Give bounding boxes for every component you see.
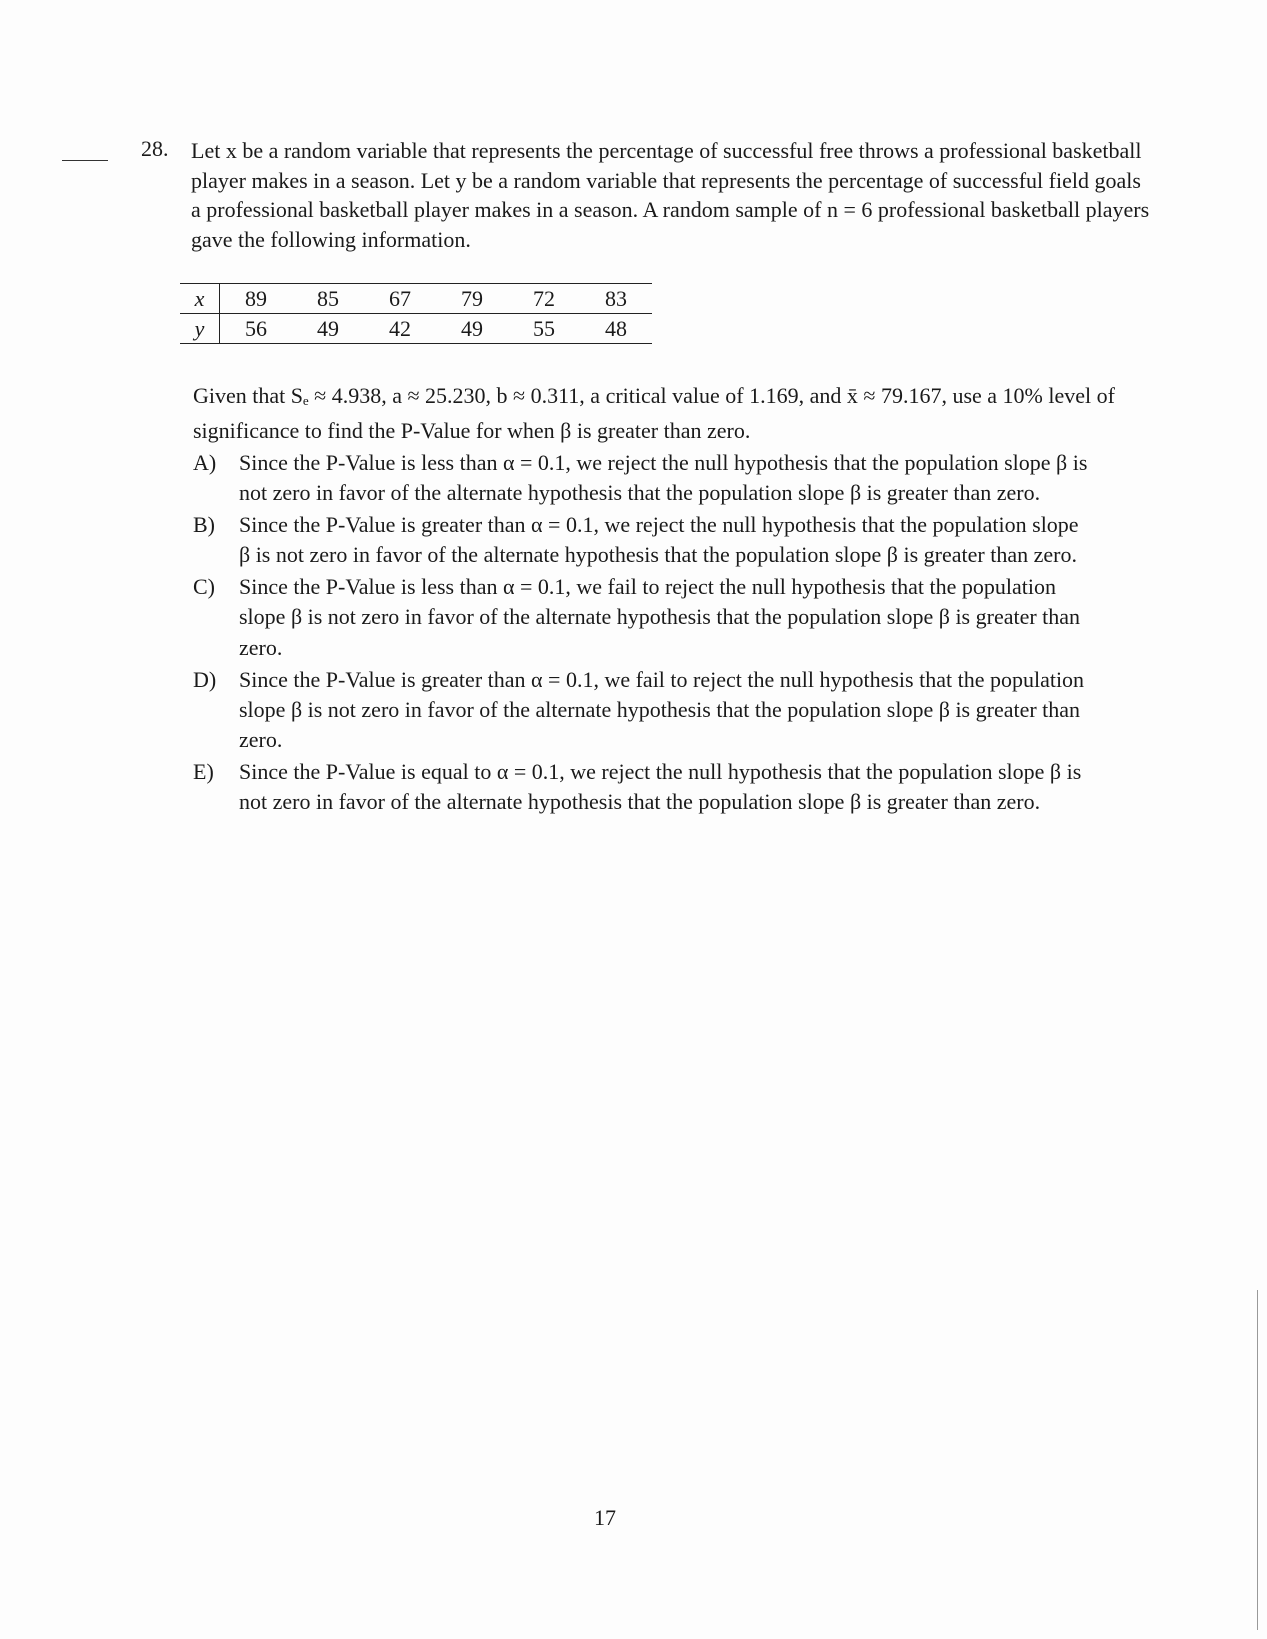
y-label: y: [180, 314, 220, 344]
y-value: 49: [436, 314, 508, 344]
choice-letter: B): [193, 512, 215, 538]
page-number: 17: [594, 1505, 616, 1530]
y-value: 49: [292, 314, 364, 344]
choice-letter: A): [193, 450, 217, 475]
x-value: 72: [508, 284, 580, 314]
question-number: 28.: [141, 136, 169, 161]
x-value: 83: [580, 284, 652, 314]
x-value: 89: [220, 284, 293, 314]
x-value: 67: [364, 284, 436, 314]
data-table: [180, 283, 652, 344]
answer-blank: [62, 160, 108, 161]
x-label: x: [180, 284, 220, 314]
given-statement: Given that Sₑ ≈ 4.938, a ≈ 25.230, b ≈ 0.311, a critical value of 1.169, and x̄ ≈ 79.167, use a 10% level of significance to find the P-Value for when β is greater than zero.: [193, 383, 1115, 443]
choice-a[interactable]: [193, 448, 1093, 509]
choice-text: Since the P-Value is equal to α = 0.1, we reject the null hypothesis that the population slope β is not zero in favor of the alternate hypothesis that the population slope β is greater than zero.: [239, 758, 1082, 815]
choice-text: Since the P-Value is less than α = 0.1, we reject the null hypothesis that the population slope β is not zero in favor of the alternate hypothesis that the population slope β is greater than zero.: [239, 450, 1088, 506]
y-value: 56: [220, 314, 293, 344]
answer-choices: [193, 448, 1093, 819]
choice-b[interactable]: [193, 510, 1093, 571]
x-value: 85: [292, 284, 364, 314]
x-value: 79: [436, 284, 508, 314]
y-value: 42: [364, 314, 436, 344]
choice-e[interactable]: [193, 757, 1093, 818]
y-value: 48: [580, 314, 652, 344]
y-value: 55: [508, 314, 580, 344]
table-row-y: [180, 314, 652, 344]
choice-text: Since the P-Value is greater than α = 0.1, we fail to reject the null hypothesis that the population slope β is not zero in favor of the alternate hypothesis that the population slope β is greater than zero.: [239, 666, 1085, 753]
choice-letter: E): [193, 758, 214, 784]
choice-d[interactable]: [193, 665, 1093, 756]
table-row-x: [180, 284, 652, 314]
choice-letter: D): [193, 666, 217, 692]
question-text: Let x be a random variable that represents the percentage of successful free throws a professional basketball player makes in a season. Let y be a random variable that represents the percentage of successful field goals a professional basketball player makes in a season. A random sample of n = 6 professional basketball players gave the following information.: [191, 138, 1150, 252]
choice-text: Since the P-Value is greater than α = 0.1, we reject the null hypothesis that the population slope β is not zero in favor of the alternate hypothesis that the population slope β is greater than zero.: [239, 512, 1079, 568]
choice-c[interactable]: [193, 572, 1093, 663]
scan-margin-line: [1257, 1290, 1258, 1630]
choice-text: Since the P-Value is less than α = 0.1, we fail to reject the null hypothesis that the population slope β is not zero in favor of the alternate hypothesis that the population slope β is greater than zero.: [239, 574, 1081, 660]
choice-letter: C): [193, 574, 215, 600]
